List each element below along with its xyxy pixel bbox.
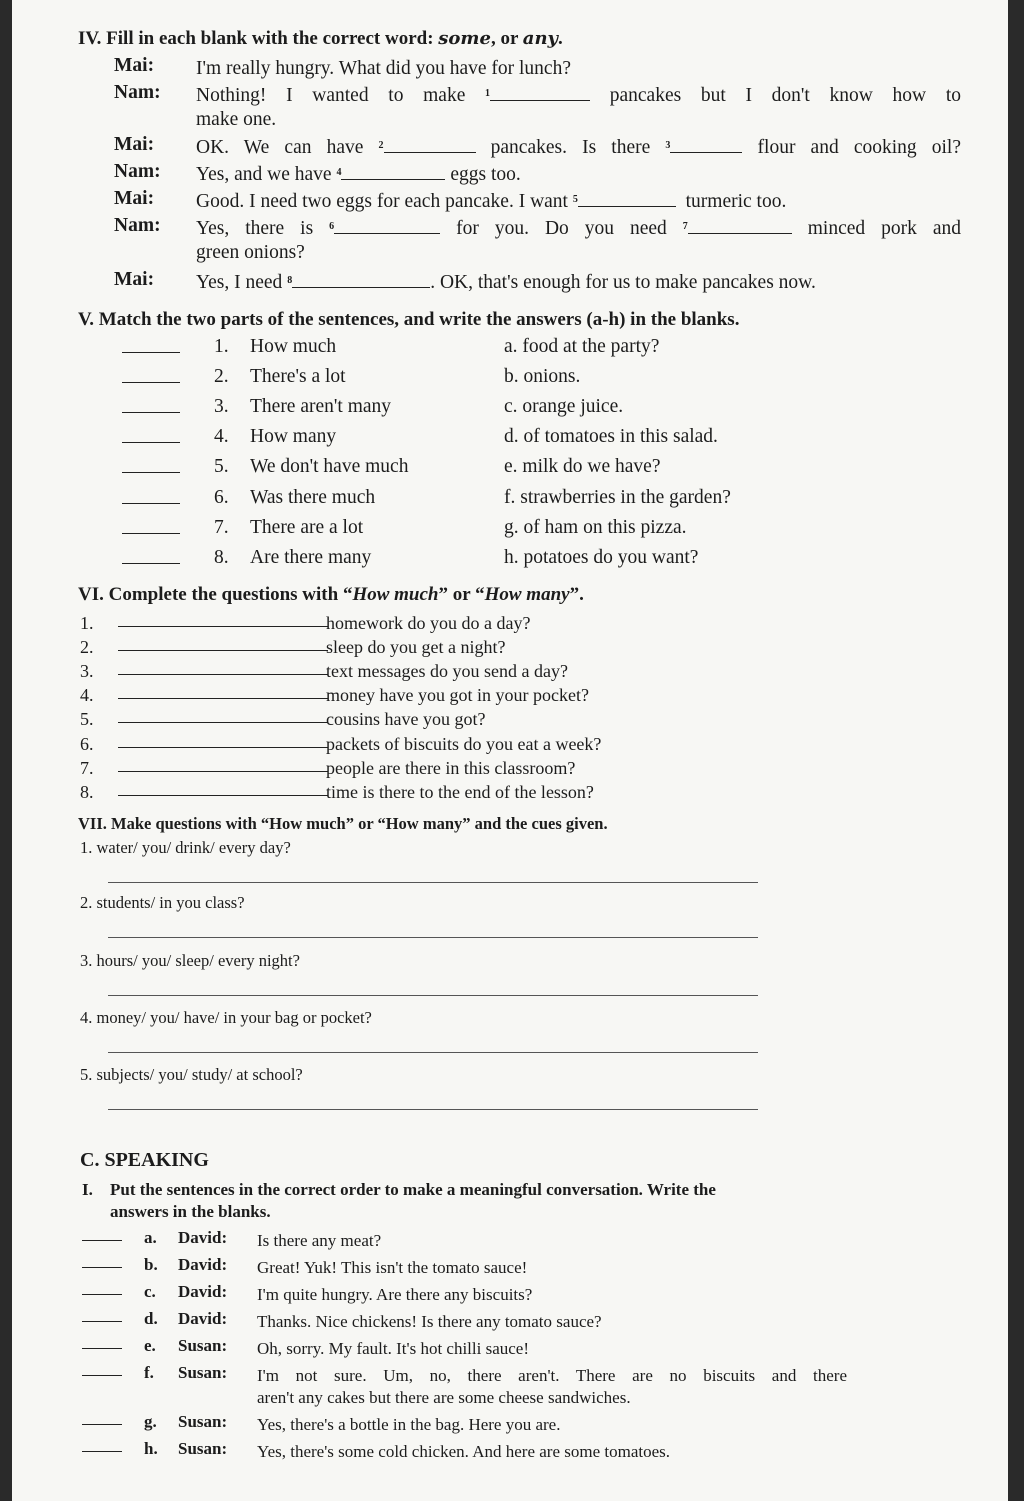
blank-number: 8 [287,275,293,286]
speaker-label: Nam: [114,161,161,182]
answer-blank[interactable] [82,1451,122,1452]
dialogue-text: turmeric too. [685,191,787,212]
answer-blank[interactable] [670,136,742,153]
match-row [122,336,822,366]
question-row [80,661,780,685]
dialogue-line [196,134,961,161]
answer-blank[interactable] [82,1348,122,1349]
item-number: 1. [214,336,229,357]
speaking-task-number: I. [82,1180,93,1199]
conversation-text: I'm quite hungry. Are there any biscuits? [257,1285,533,1304]
item-number: 6. [80,734,94,754]
match-left: There are a lot [250,517,364,538]
answer-blank[interactable] [118,626,328,627]
speaking-task-line1: Put the sentences in the correct order to make a meaningful conversation. Write the [110,1180,716,1199]
speaker-label: Mai: [114,55,155,76]
question-text: sleep do you get a night? [326,637,506,657]
question-text: cousins have you got? [326,709,486,729]
match-right: f. strawberries in the garden? [504,487,731,508]
dialogue-text: I'm really hungry. What did you have for lunch? [196,58,571,79]
speaker-label: Susan: [178,1439,228,1458]
dialogue-row [114,134,974,161]
answer-line[interactable] [108,1109,758,1110]
dialogue-text: Yes, there is [196,218,330,239]
question-row [80,637,780,661]
item-number: 4. [80,685,94,705]
match-left: Was there much [250,487,376,508]
answer-blank[interactable] [122,412,180,413]
match-row [122,487,822,517]
cue-text: 5. subjects/ you/ study/ at school? [80,1065,303,1084]
item-number: 5. [80,709,94,729]
speaker-label: David: [178,1282,228,1301]
answer-blank[interactable] [578,190,676,207]
match-row [122,547,822,577]
cue-item [80,951,780,1001]
speaker-label: David: [178,1255,228,1274]
answer-blank[interactable] [82,1321,122,1322]
cue-text: 2. students/ in you class? [80,893,245,912]
ex6-title-d: How many [484,584,570,605]
ex4-title [78,28,563,50]
item-letter: h. [144,1439,158,1458]
worksheet-page [12,0,1008,1501]
item-number: 7. [80,758,94,778]
item-number: 3. [214,396,229,417]
match-left: How much [250,336,337,357]
cue-item [80,893,780,943]
answer-blank[interactable] [384,136,476,153]
cue-item [80,1065,780,1115]
speaking-heading: C. SPEAKING [80,1149,209,1171]
dialogue-text: Yes, and we have [196,164,337,185]
answer-blank[interactable] [82,1240,122,1241]
match-row [122,456,822,486]
ex6-title-c: ” or “ [438,584,485,605]
item-letter: b. [144,1255,158,1274]
dialogue-row [114,161,974,188]
answer-blank[interactable] [122,533,180,534]
match-right: e. milk do we have? [504,456,661,477]
speaker-label: Susan: [178,1336,228,1355]
question-text: packets of biscuits do you eat a week? [326,734,602,754]
match-right: c. orange juice. [504,396,624,417]
ex4-title-some: some [438,28,491,49]
question-row [80,734,780,758]
answer-line[interactable] [108,937,758,938]
match-row [122,426,822,456]
speaker-label: Susan: [178,1363,228,1382]
question-row [80,758,780,782]
ex6-title-b: How much [352,584,439,605]
question-text: homework do you do a day? [326,613,531,633]
blank-number: 3 [665,140,671,151]
match-left: There aren't many [250,396,392,417]
answer-blank[interactable] [118,795,328,796]
dialogue-row [114,82,974,134]
cue-item [80,838,780,888]
ex5-title: V. Match the two parts of the sentences, and write the answers (a-h) in the blanks. [78,309,740,330]
match-row [122,366,822,396]
question-row [80,782,780,806]
match-right: b. onions. [504,366,581,387]
dialogue-text: minced pork and [807,218,962,239]
dialogue-text: make one. [196,109,277,130]
match-row [122,396,822,426]
answer-blank[interactable] [118,771,328,772]
answer-line[interactable] [108,995,758,996]
answer-blank[interactable] [122,442,180,443]
blank-number: 5 [572,194,578,205]
question-text: people are there in this classroom? [326,758,576,778]
question-text: text messages do you send a day? [326,661,568,681]
match-left: There's a lot [250,366,346,387]
answer-line[interactable] [108,882,758,883]
item-number: 4. [214,426,229,447]
answer-blank[interactable] [122,563,180,564]
conversation-text: Is there any meat? [257,1231,382,1250]
conversation-item [82,1282,882,1308]
answer-blank[interactable] [118,747,328,748]
ex7-title: VII. Make questions with “How much” or “How many” and the cues given. [78,814,608,833]
dialogue-text: eggs too. [450,164,521,185]
ex6-title-a: VI. Complete the questions with “ [78,584,353,605]
answer-blank[interactable] [118,674,328,675]
ex4-title-end: . [558,28,563,49]
match-left: How many [250,426,337,447]
match-left: Are there many [250,547,372,568]
dialogue-line [196,269,961,296]
ex4-title-or: , or [490,28,523,49]
conversation-text: Yes, there's some cold chicken. And here are some tomatoes. [257,1442,671,1461]
ex6-title [78,584,584,606]
answer-blank[interactable] [82,1267,122,1268]
item-number: 8. [80,782,94,802]
ex6-title-e: ”. [569,584,584,605]
dialogue-line [196,188,961,215]
cue-item [80,1008,780,1058]
dialogue-row [114,215,974,267]
blank-number: 7 [682,221,688,232]
dialogue-text: pancakes. Is there [490,137,666,158]
conversation-text: Great! Yuk! This isn't the tomato sauce! [257,1258,528,1277]
conversation-item [82,1439,882,1465]
dialogue-text: green onions? [196,242,305,263]
speaker-label: Mai: [114,134,155,155]
item-letter: a. [144,1228,157,1247]
question-text: money have you got in your pocket? [326,685,589,705]
dialogue-text: Yes, I need [196,272,288,293]
dialogue-line [196,161,961,188]
speaker-label: Susan: [178,1412,228,1431]
ex4-title-any: any [522,28,558,49]
item-letter: f. [144,1363,154,1382]
answer-blank[interactable] [118,698,328,699]
speaker-label: David: [178,1309,228,1328]
dialogue-row [114,55,974,82]
dialogue-line-cont [196,239,961,266]
question-row [80,685,780,709]
item-letter: e. [144,1336,156,1355]
conversation-text: Oh, sorry. My fault. It's hot chilli sauce! [257,1339,530,1358]
match-right: h. potatoes do you want? [504,547,699,568]
answer-blank[interactable] [118,650,328,651]
speaker-label: Nam: [114,82,161,103]
answer-blank[interactable] [292,271,430,288]
speaker-label: Mai: [114,188,155,209]
dialogue-text: . OK, that's enough for us to make pancakes now. [430,272,816,293]
conversation-text: Yes, there's a bottle in the bag. Here you are. [257,1415,561,1434]
dialogue-line [196,55,961,82]
answer-blank[interactable] [122,382,180,383]
blank-number: 1 [485,88,491,99]
conversation-item [82,1228,882,1254]
item-number: 7. [214,517,229,538]
item-letter: g. [144,1412,157,1431]
question-row [80,709,780,733]
dialogue-line-cont [196,106,961,133]
answer-blank[interactable] [341,163,445,180]
answer-blank[interactable] [122,352,180,353]
speaker-label: David: [178,1228,228,1247]
conversation-item [82,1412,882,1438]
answer-blank[interactable] [688,217,792,234]
answer-blank[interactable] [118,722,328,723]
item-number: 6. [214,487,229,508]
answer-blank[interactable] [82,1375,122,1376]
match-right: g. of ham on this pizza. [504,517,687,538]
ex4-title-text: IV. Fill in each blank with the correct word: [78,28,439,49]
match-right: d. of tomatoes in this salad. [504,426,718,447]
answer-line[interactable] [108,1052,758,1053]
answer-blank[interactable] [334,217,440,234]
conversation-item [82,1255,882,1281]
conversation-text: I'm not sure. Um, no, there aren't. There are no biscuits and there [257,1366,847,1385]
answer-blank[interactable] [122,503,180,504]
conversation-item [82,1336,882,1362]
dialogue-line [196,215,961,242]
answer-blank[interactable] [82,1424,122,1425]
match-row [122,517,822,547]
dialogue-row [114,269,974,296]
blank-number: 6 [329,221,335,232]
speaker-label: Nam: [114,215,161,236]
question-row [80,613,780,637]
speaker-label: Mai: [114,269,155,290]
dialogue-text: for you. Do you need [456,218,683,239]
item-number: 2. [214,366,229,387]
dialogue-line [196,82,961,109]
item-number: 1. [80,613,94,633]
answer-blank[interactable] [122,472,180,473]
conversation-text: Thanks. Nice chickens! Is there any tomato sauce? [257,1312,602,1331]
conversation-item [82,1309,882,1335]
dialogue-text: pancakes but I don't know how to [609,85,961,106]
conversation-item [82,1363,882,1413]
item-letter: c. [144,1282,156,1301]
item-letter: d. [144,1309,158,1328]
dialogue-text: OK. We can have [196,137,379,158]
blank-number: 2 [378,140,384,151]
question-text: time is there to the end of the lesson? [326,782,594,802]
answer-blank[interactable] [82,1294,122,1295]
cue-text: 3. hours/ you/ sleep/ every night? [80,951,300,970]
match-left: We don't have much [250,456,409,477]
item-number: 8. [214,547,229,568]
cue-text: 1. water/ you/ drink/ every day? [80,838,291,857]
conversation-text-cont: aren't any cakes but there are some cheese sandwiches. [257,1388,631,1407]
item-number: 5. [214,456,229,477]
dialogue-text: Good. I need two eggs for each pancake. I want [196,191,573,212]
dialogue-row [114,188,974,215]
answer-blank[interactable] [490,84,590,101]
dialogue-text: flour and cooking oil? [757,137,962,158]
item-number: 2. [80,637,94,657]
dialogue-text: Nothing! I wanted to make [196,85,486,106]
blank-number: 4 [336,167,342,178]
match-right: a. food at the party? [504,336,660,357]
item-number: 3. [80,661,94,681]
cue-text: 4. money/ you/ have/ in your bag or pocket? [80,1008,372,1027]
speaking-task-line2: answers in the blanks. [110,1202,271,1221]
